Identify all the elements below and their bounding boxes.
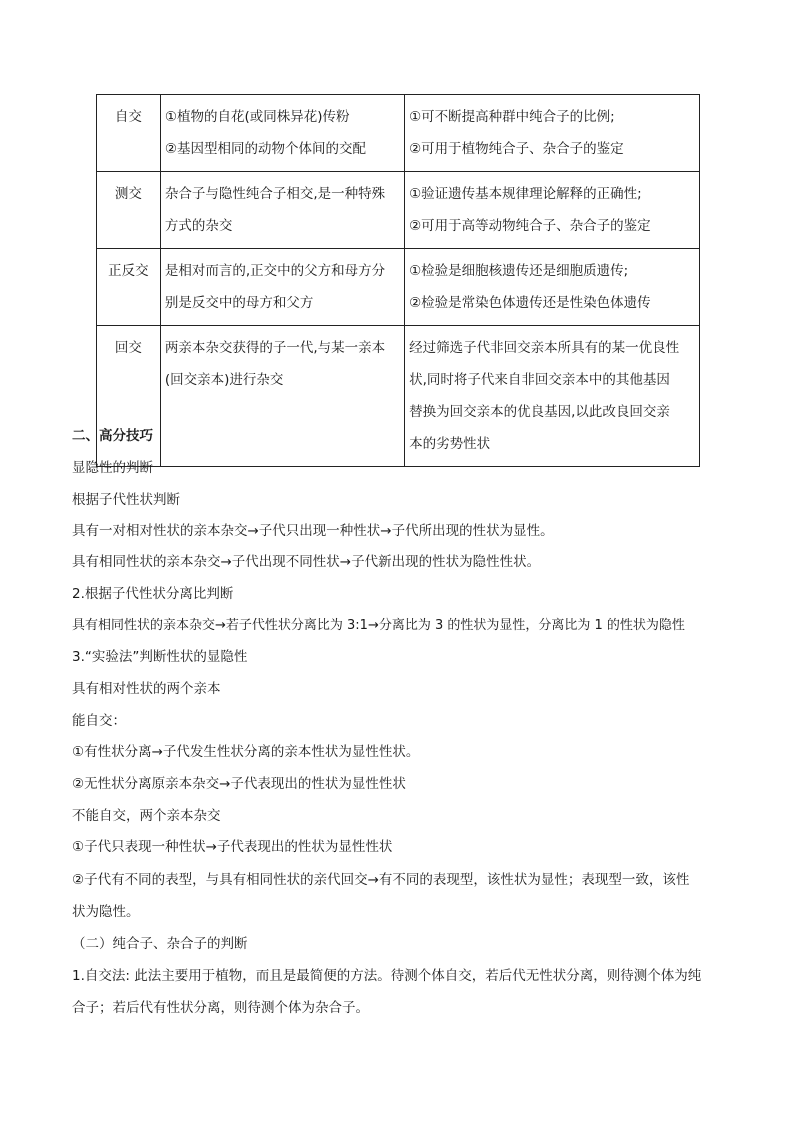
cross-type-description bbox=[160, 95, 404, 172]
cross-type-application bbox=[405, 249, 700, 326]
table-row bbox=[97, 95, 700, 172]
text-line: 根据子代性状判断 bbox=[72, 492, 180, 508]
text-line: 显隐性的判断 bbox=[72, 460, 153, 476]
description-line: ①植物的自花(或同株异花)传粉 bbox=[164, 109, 350, 125]
text-line: 1.自交法: 此法主要用于植物，而且是最简便的方法。待测个体自交，若后代无性状分离，则待测个体为纯 bbox=[72, 968, 702, 984]
text-line: 能自交： bbox=[72, 713, 126, 729]
description-line: 是相对而言的,正交中的父方和母方分 bbox=[164, 263, 386, 279]
application-line: ②检验是常染色体遗传还是性染色体遗传 bbox=[409, 295, 651, 311]
cross-type-description bbox=[160, 326, 404, 467]
application-line: ①可不断提高种群中纯合子的比例; bbox=[409, 109, 615, 125]
text-line: 合子；若后代有性状分离，则待测个体为杂合子。 bbox=[72, 1000, 369, 1016]
description-line: 方式的杂交 bbox=[164, 218, 233, 234]
cross-type-application bbox=[405, 326, 700, 467]
cross-type-application bbox=[405, 172, 700, 249]
application-line: ②可用于高等动物纯合子、杂合子的鉴定 bbox=[409, 218, 651, 234]
text-line: 具有相同性状的亲本杂交→若子代性状分离比为 3:1→分离比为 3 的性状为显性，分离比为 1 的性状为隐性 bbox=[72, 618, 685, 633]
description-line: 两亲本杂交获得的子一代,与某一亲本 bbox=[164, 340, 386, 356]
cross-type-description bbox=[160, 172, 404, 249]
cross-type-description bbox=[160, 249, 404, 326]
description-line: (回交亲本)进行杂交 bbox=[164, 372, 284, 388]
cross-type-name: 测交 bbox=[97, 172, 161, 249]
application-line: 经过筛选子代非回交亲本所具有的某一优良性 bbox=[409, 340, 680, 356]
section-title: 二、高分技巧 bbox=[72, 428, 153, 444]
cross-type-name: 正反交 bbox=[97, 249, 161, 326]
application-line: ①验证遗传基本规律理论解释的正确性; bbox=[409, 186, 642, 202]
table-row bbox=[97, 172, 700, 249]
application-line: 本的劣势性状 bbox=[409, 436, 491, 452]
description-line: ②基因型相同的动物个体间的交配 bbox=[164, 141, 366, 157]
application-line: ①检验是细胞核遗传还是细胞质遗传; bbox=[409, 263, 629, 279]
text-line: ②子代有不同的表型，与具有相同性状的亲代回交→有不同的表现型，该性状为显性；表现型一致，该性 bbox=[72, 872, 690, 888]
table-row bbox=[97, 326, 700, 467]
text-line: ①有性状分离→子代发生性状分离的亲本性状为显性性状。 bbox=[72, 744, 420, 760]
cross-type-application bbox=[405, 95, 700, 172]
text-line: 状为隐性。 bbox=[72, 904, 140, 920]
crossing-methods-table bbox=[96, 94, 700, 467]
text-line: 2.根据子代性状分离比判断 bbox=[72, 586, 234, 602]
text-line: 3.“实验法”判断性状的显隐性 bbox=[72, 649, 248, 665]
table-row bbox=[97, 249, 700, 326]
subsection-title: （二）纯合子、杂合子的判断 bbox=[72, 936, 248, 952]
cross-type-name: 回交 bbox=[97, 326, 161, 467]
application-line: 替换为回交亲本的优良基因,以此改良回交亲 bbox=[409, 404, 670, 420]
description-line: 别是反交中的母方和父方 bbox=[164, 295, 314, 311]
text-line: ①子代只表现一种性状→子代表现出的性状为显性性状 bbox=[72, 839, 393, 855]
cross-type-name: 自交 bbox=[97, 95, 161, 172]
text-line: 不能自交，两个亲本杂交 bbox=[72, 808, 221, 824]
text-line: 具有相对性状的两个亲本 bbox=[72, 681, 221, 697]
description-line: 杂合子与隐性纯合子相交,是一种特殊 bbox=[164, 186, 386, 202]
text-line: ②无性状分离原亲本杂交→子代表现出的性状为显性性状 bbox=[72, 776, 406, 792]
application-line: ②可用于植物纯合子、杂合子的鉴定 bbox=[409, 141, 624, 157]
text-line: 具有一对相对性状的亲本杂交→子代只出现一种性状→子代所出现的性状为显性。 bbox=[72, 523, 554, 539]
application-line: 状,同时将子代来自非回交亲本中的其他基因 bbox=[409, 372, 670, 388]
text-line: 具有相同性状的亲本杂交→子代出现不同性状→子代新出现的性状为隐性性状。 bbox=[72, 554, 541, 570]
